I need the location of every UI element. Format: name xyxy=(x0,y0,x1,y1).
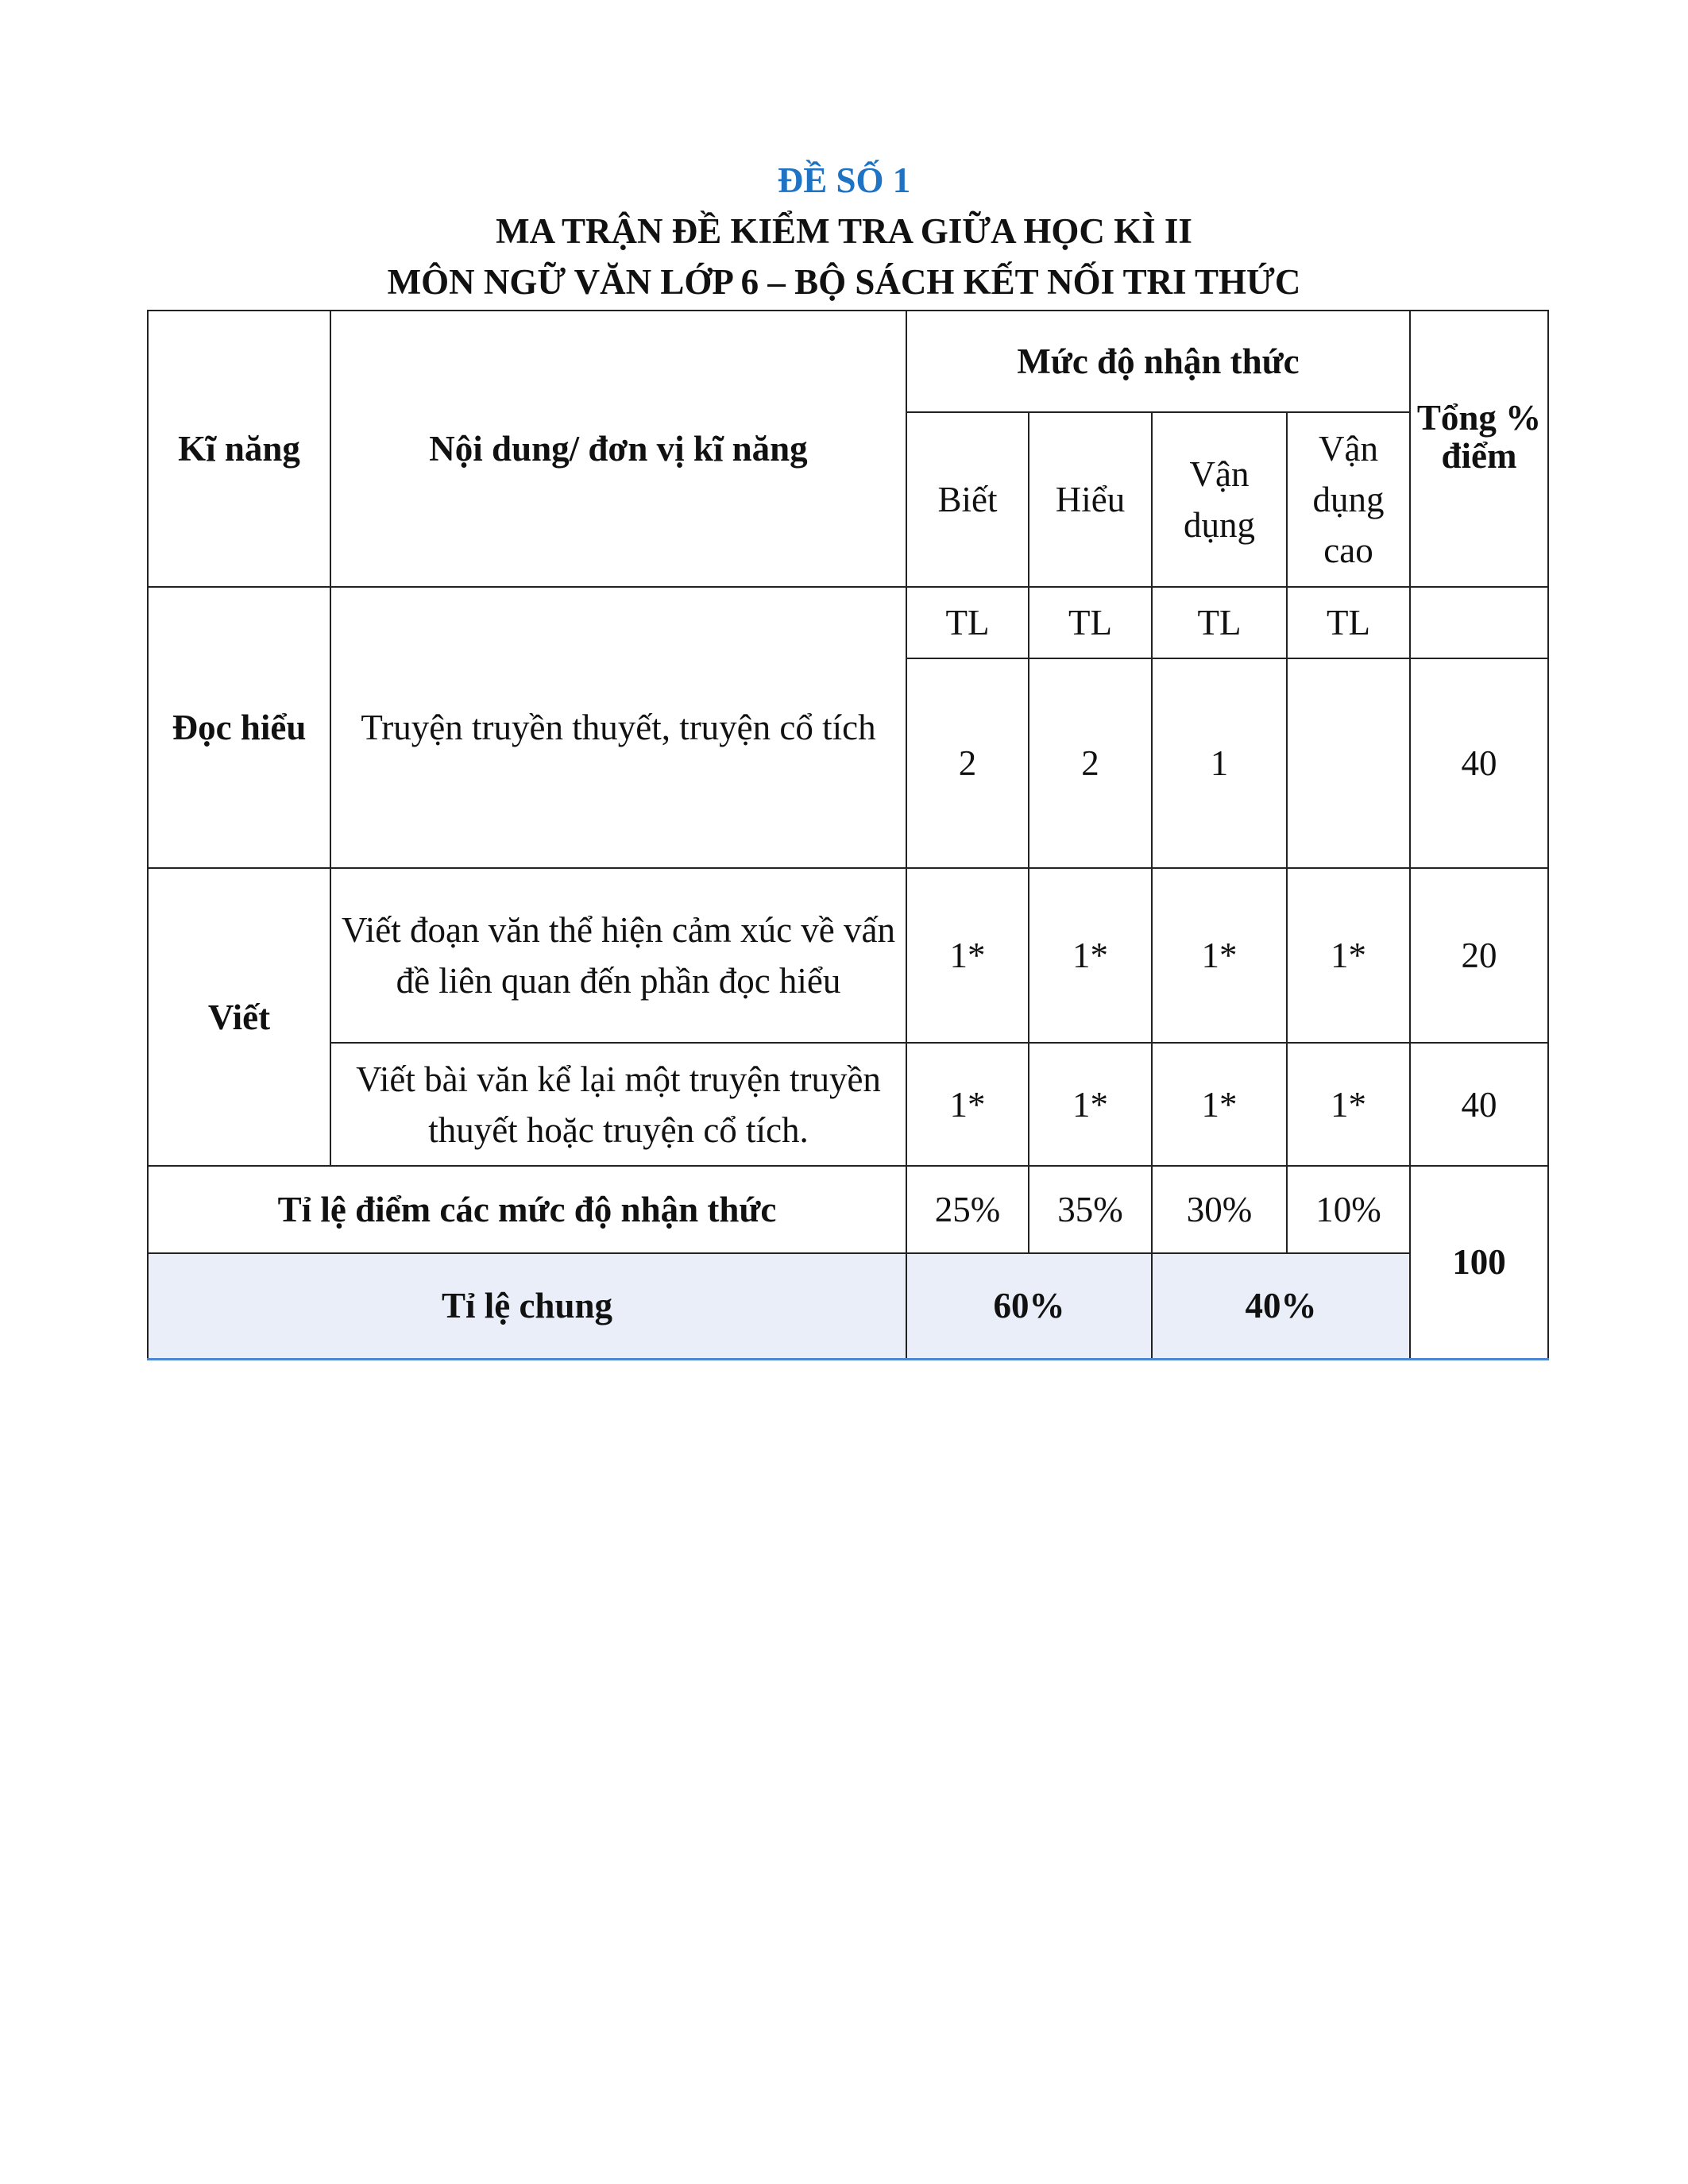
ratio-biet: 25% xyxy=(906,1166,1029,1253)
header-level-hieu: Hiểu xyxy=(1029,412,1152,587)
ratio-van-dung: 30% xyxy=(1152,1166,1287,1253)
general-ratio-van-dung: 40% xyxy=(1152,1253,1410,1359)
row-skill-doc-hieu: Đọc hiểu xyxy=(148,587,330,868)
type-biet: TL xyxy=(906,587,1029,658)
type-total xyxy=(1410,587,1548,658)
general-ratio-biet-hieu: 60% xyxy=(906,1253,1152,1359)
cell-viet1-hieu: 1* xyxy=(1029,868,1152,1043)
type-van-dung-cao: TL xyxy=(1287,587,1410,658)
cell-doc-hieu-van-dung-cao xyxy=(1287,658,1410,868)
matrix-title: MA TRẬN ĐỀ KIỂM TRA GIỮA HỌC KÌ II xyxy=(496,211,1192,251)
exam-number-title: ĐỀ SỐ 1 xyxy=(777,160,911,200)
cell-doc-hieu-hieu: 2 xyxy=(1029,658,1152,868)
ratio-hieu: 35% xyxy=(1029,1166,1152,1253)
row-content-doc-hieu: Truyện truyền thuyết, truyện cổ tích xyxy=(330,587,906,868)
header-total: Tổng % điểm xyxy=(1410,311,1548,587)
header-level-biet: Biết xyxy=(906,412,1029,587)
cell-viet1-van-dung: 1* xyxy=(1152,868,1287,1043)
cell-doc-hieu-biet: 2 xyxy=(906,658,1029,868)
title-block xyxy=(0,155,1688,307)
cell-viet1-total: 20 xyxy=(1410,868,1548,1043)
ratio-van-dung-cao: 10% xyxy=(1287,1166,1410,1253)
cell-viet2-van-dung: 1* xyxy=(1152,1043,1287,1166)
overall-total: 100 xyxy=(1410,1166,1548,1359)
cell-doc-hieu-total: 40 xyxy=(1410,658,1548,868)
header-skill: Kĩ năng xyxy=(148,311,330,587)
header-level-van-dung: Vận dụng xyxy=(1152,412,1287,587)
cell-doc-hieu-van-dung: 1 xyxy=(1152,658,1287,868)
row-content-viet-bai-van: Viết bài văn kể lại một truyện truyền thuyết hoặc truyện cổ tích. xyxy=(330,1043,906,1166)
cell-viet2-total: 40 xyxy=(1410,1043,1548,1166)
exam-matrix-table xyxy=(147,310,1549,1360)
cell-viet2-hieu: 1* xyxy=(1029,1043,1152,1166)
row-content-viet-doan-van: Viết đoạn văn thể hiện cảm xúc về vấn đề liên quan đến phần đọc hiểu xyxy=(330,868,906,1043)
cell-viet1-biet: 1* xyxy=(906,868,1029,1043)
general-ratio-label: Tỉ lệ chung xyxy=(148,1253,906,1359)
header-content: Nội dung/ đơn vị kĩ năng xyxy=(330,311,906,587)
ratio-label: Tỉ lệ điểm các mức độ nhận thức xyxy=(148,1166,906,1253)
cell-viet2-van-dung-cao: 1* xyxy=(1287,1043,1410,1166)
cell-viet1-van-dung-cao: 1* xyxy=(1287,868,1410,1043)
header-levels-group: Mức độ nhận thức xyxy=(906,311,1410,412)
subject-title: MÔN NGỮ VĂN LỚP 6 – BỘ SÁCH KẾT NỐI TRI THỨC xyxy=(387,262,1301,302)
row-skill-viet: Viết xyxy=(148,868,330,1166)
type-van-dung: TL xyxy=(1152,587,1287,658)
cell-viet2-biet: 1* xyxy=(906,1043,1029,1166)
type-hieu: TL xyxy=(1029,587,1152,658)
header-level-van-dung-cao: Vận dụng cao xyxy=(1287,412,1410,587)
